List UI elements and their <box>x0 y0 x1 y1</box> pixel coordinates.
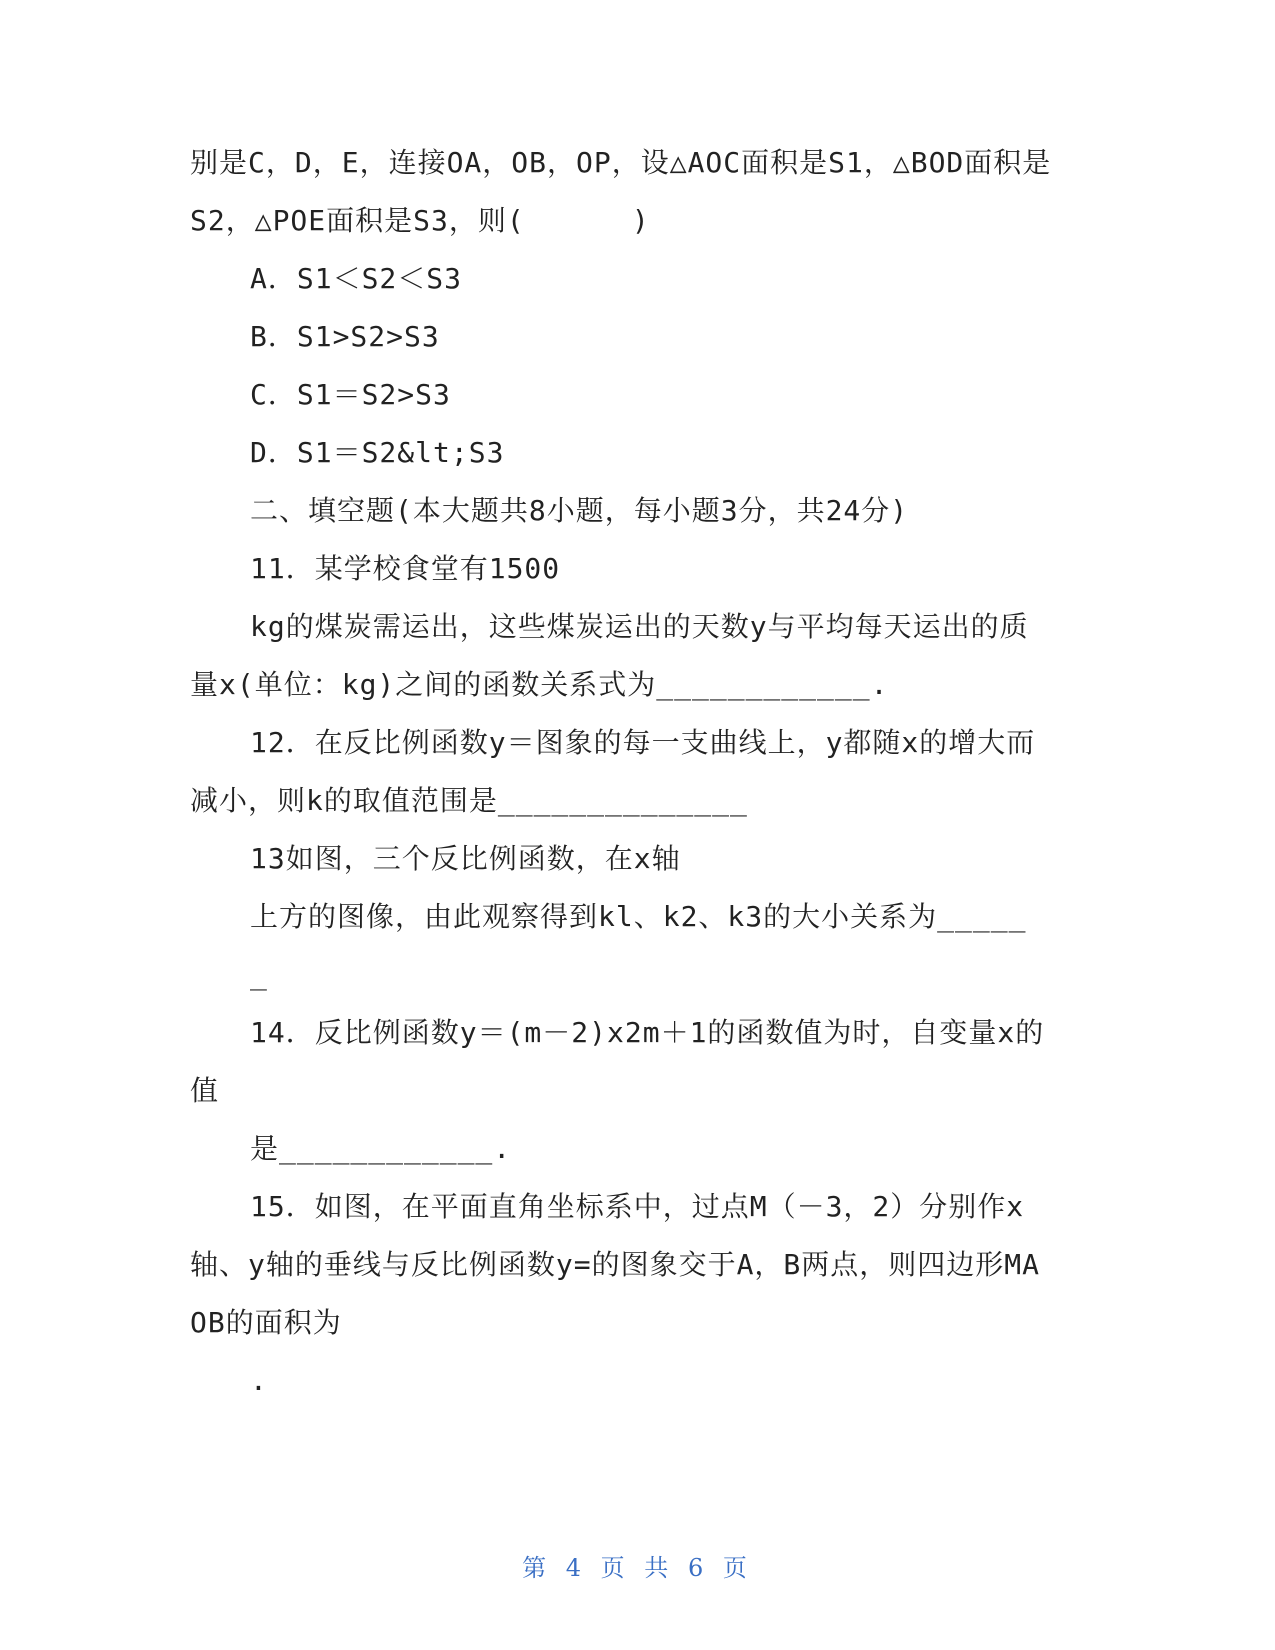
section-heading: 二、填空题(本大题共8小题，每小题3分，共24分) <box>250 494 909 527</box>
option-b: B．S1>S2>S3 <box>250 320 440 353</box>
question-14-line-1: 14．反比例函数y＝(m－2)x2m＋1的函数值为时，自变量x的 <box>250 1016 1045 1049</box>
question-10-stem-line-2: S2，△POE面积是S3，则( ) <box>190 204 650 237</box>
question-12-line-2: 减小，则k的取值范围是______________ <box>190 784 748 817</box>
question-13-line-2: 上方的图像，由此观察得到kl、k2、k3的大小关系为_____ <box>250 900 1027 933</box>
question-15-line-1: 15．如图，在平面直角坐标系中，过点M（－3，2）分别作x <box>250 1190 1025 1223</box>
option-a: A．S1＜S2＜S3 <box>250 262 463 295</box>
question-15-line-3: OB的面积为 <box>190 1306 342 1339</box>
question-15-line-2: 轴、y轴的垂线与反比例函数y=的图象交于A，B两点，则四边形MA <box>190 1248 1041 1281</box>
question-11-line-3: 量x(单位：kg)之间的函数关系式为____________. <box>190 668 889 701</box>
question-12-line-1: 12．在反比例函数y＝图象的每一支曲线上，y都随x的增大而 <box>250 726 1036 759</box>
option-c: C．S1＝S2>S3 <box>250 378 451 411</box>
question-11-line-1: 11．某学校食堂有1500 <box>250 552 561 585</box>
question-14-line-3: 是____________. <box>250 1132 512 1165</box>
question-11-line-2: kg的煤炭需运出，这些煤炭运出的天数y与平均每天运出的质 <box>250 610 1029 643</box>
question-13-line-3: _ <box>250 958 268 991</box>
option-d: D．S1＝S2&lt;S3 <box>250 436 505 469</box>
question-10-stem-line-1: 别是C，D，E，连接OA，OB，OP，设△AOC面积是S1，△BOD面积是 <box>190 146 1052 179</box>
page-number-footer: 第 4 页 共 6 页 <box>522 1554 753 1582</box>
question-13-line-1: 13如图，三个反比例函数，在x轴 <box>250 842 681 875</box>
question-15-line-4: . <box>250 1364 268 1397</box>
question-14-line-2: 值 <box>190 1074 220 1107</box>
